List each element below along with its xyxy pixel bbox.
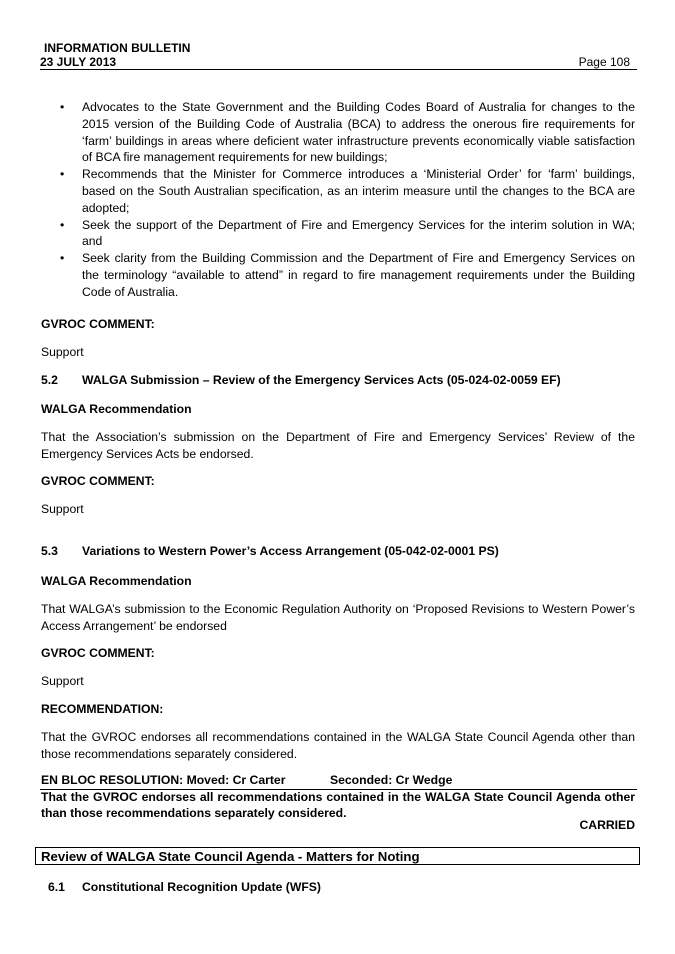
- walga-recommendation-text: That WALGA’s submission to the Economic Regulation Authority on ‘Proposed Revisions to Western Power’s Access Arrangement’ be endorsed: [41, 602, 635, 633]
- recommendation-label: RECOMMENDATION:: [41, 702, 164, 716]
- walga-recommendation-text: That the Association’s submission on the Department of Fire and Emergency Services’ Review of the Emergency Services Acts be endorsed.: [41, 430, 635, 461]
- gvroc-comment-label: GVROC COMMENT:: [41, 317, 155, 331]
- bulletin-title: INFORMATION BULLETIN: [44, 41, 191, 55]
- bullet-icon: •: [60, 100, 65, 114]
- section-number: 5.2: [41, 373, 58, 387]
- bullet-icon: •: [60, 167, 65, 182]
- resolution-seconded: Seconded: Cr Wedge: [330, 773, 453, 787]
- section-heading-5-3: [41, 544, 635, 558]
- recommendation-text: That the GVROC endorses all recommendations contained in the WALGA State Council Agenda other than those recommendations separately considered.: [41, 730, 635, 761]
- resolution-mover-line: [41, 773, 453, 787]
- section-heading-5-2: [41, 373, 635, 387]
- section-number: 6.1: [48, 880, 65, 894]
- list-item: • Seek the support of the Department of Fire and Emergency Services for the interim solution in WA; and: [60, 217, 635, 249]
- recommendation-bullet-list: [41, 99, 635, 301]
- section-heading-6-1: [48, 880, 321, 894]
- walga-recommendation-label: WALGA Recommendation: [41, 574, 192, 588]
- gvroc-comment-text: Support: [41, 674, 84, 688]
- section-number: 5.3: [41, 544, 58, 558]
- gvroc-comment-text: Support: [41, 502, 84, 516]
- resolution-moved: EN BLOC RESOLUTION: Moved: Cr Carter: [41, 773, 286, 787]
- bulletin-date: 23 JULY 2013: [40, 55, 117, 69]
- page-number: Page 108: [578, 55, 630, 69]
- gvroc-comment-label: GVROC COMMENT:: [41, 474, 155, 488]
- section-title: Constitutional Recognition Update (WFS): [82, 880, 321, 894]
- list-item: • Seek clarity from the Building Commission and the Department of Fire and Emergency Services on the terminology “available to attend” in regard to fire management requirements under the Building Code of Australia.: [60, 251, 635, 299]
- gvroc-comment-label: GVROC COMMENT:: [41, 646, 155, 660]
- section-title: Variations to Western Power’s Access Arrangement (05-042-02-0001 PS): [82, 544, 499, 558]
- bullet-icon: •: [60, 251, 65, 266]
- matters-for-noting-heading-box: [35, 847, 640, 865]
- section-title: WALGA Submission – Review of the Emergency Services Acts (05-024-02-0059 EF): [82, 373, 561, 387]
- matters-for-noting-heading: Review of WALGA State Council Agenda - Matters for Noting: [41, 849, 420, 864]
- list-item: • Recommends that the Minister for Commerce introduces a ‘Ministerial Order’ for ‘farm’ buildings, based on the South Australian specification, as an interim measure until the changes to the BCA are adopted;: [60, 167, 635, 215]
- walga-recommendation-label: WALGA Recommendation: [41, 402, 192, 416]
- gvroc-comment-text: Support: [41, 345, 84, 359]
- resolution-status: CARRIED: [579, 818, 635, 832]
- bullet-icon: •: [60, 217, 65, 232]
- resolution-text: That the GVROC endorses all recommendations contained in the WALGA State Council Agenda other than those recommendations separately considered.: [41, 790, 635, 820]
- header-divider: [40, 69, 637, 70]
- list-item: • Advocates to the State Government and the Building Codes Board of Australia for changes to the 2015 version of the Building Code of Australia (BCA) to address the onerous fire requirements for ‘farm’ buildings in areas where deficient water infrastructure prevents economically viable satisfaction of BCA fire management requirements for new buildings;: [60, 100, 635, 165]
